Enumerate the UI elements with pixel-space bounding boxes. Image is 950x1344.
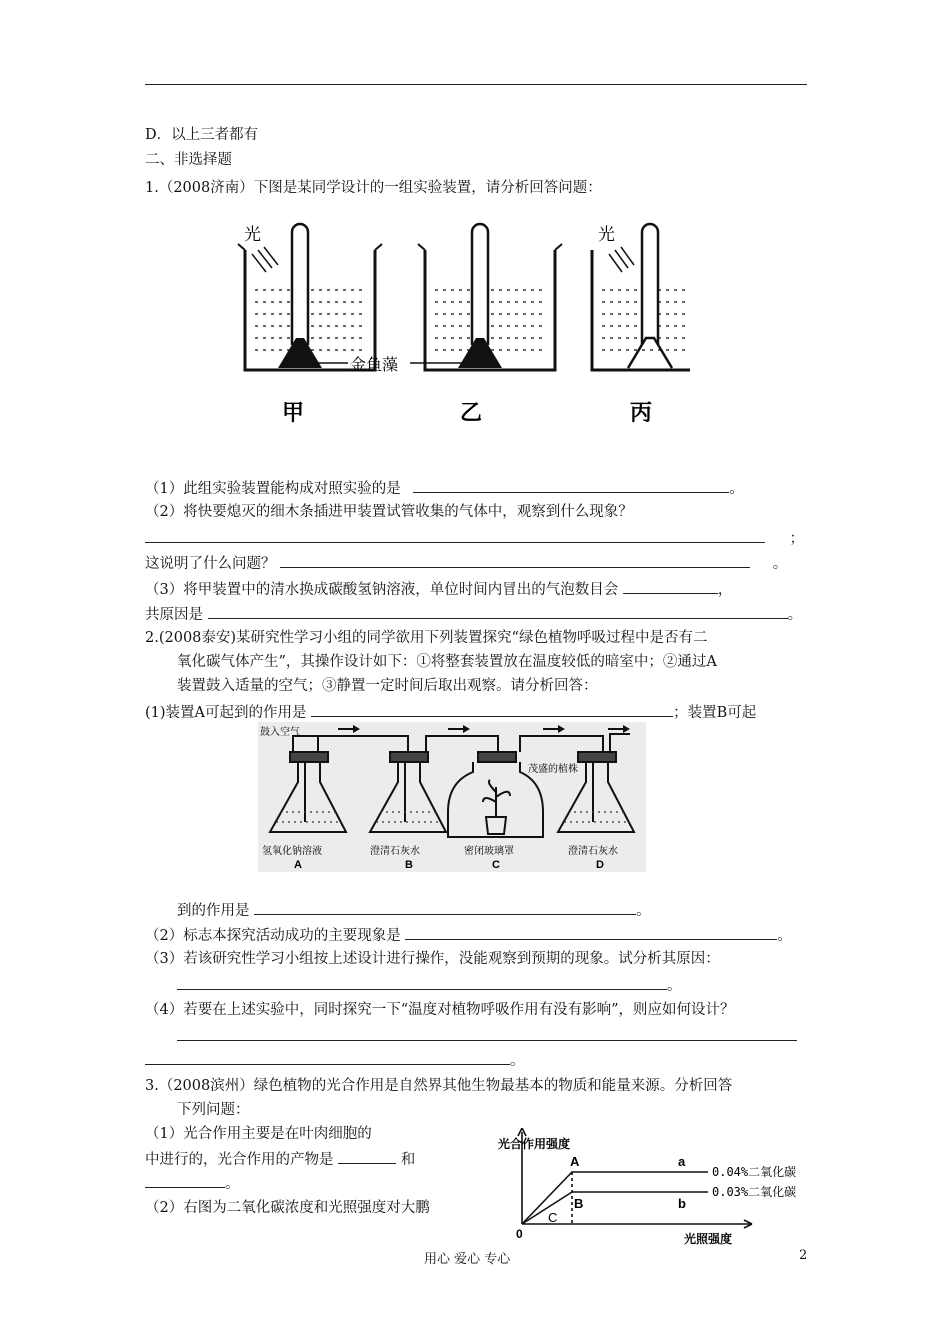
- q1-part3: [145, 578, 732, 600]
- q3-part2: （2）右图为二氧化碳浓度和光照强度对大鹏: [145, 1200, 430, 1216]
- q3-part1c-end: 。: [225, 1176, 240, 1192]
- q2-part1: [145, 701, 756, 723]
- q1-part3-blank[interactable]: [623, 578, 718, 594]
- q2-part4-blank-1[interactable]: [177, 1025, 797, 1041]
- q1-plant-label: 金鱼藻: [350, 357, 399, 374]
- q1-part3b-end: 。: [787, 607, 803, 623]
- q2-jar-c: C: [492, 859, 500, 871]
- q2-stem-2: 氧化碳气体产生”，其操作设计如下：①将整套装置放在温度较低的暗室中；②通过A: [177, 654, 717, 670]
- q3-point-c: C: [548, 1210, 558, 1225]
- q2-part3-answer: [177, 974, 682, 996]
- q1-label-yi: 乙: [460, 400, 483, 425]
- q3-chart: [490, 1128, 830, 1246]
- q1-figure: [230, 220, 690, 435]
- q2-flask-d-label: 澄清石灰水: [568, 846, 618, 857]
- q3-part1b-blank-1[interactable]: [338, 1148, 396, 1164]
- q3-part1c: [145, 1172, 240, 1194]
- q2-part1-mid: ；装置B可起: [673, 705, 757, 721]
- page-number: 2: [799, 1248, 808, 1263]
- q3-origin: 0: [516, 1227, 523, 1241]
- q1-part2b: [145, 552, 787, 574]
- q3-series-b: b: [678, 1196, 686, 1211]
- q2-plant-label: 茂盛的植株: [528, 764, 578, 775]
- q2-part1b-blank[interactable]: [254, 899, 636, 915]
- footer-center: 用心 爱心 专心: [424, 1252, 511, 1267]
- q3-line-b-label: 0.03%二氧化碳: [712, 1185, 797, 1199]
- q2-part4-blank-2[interactable]: [145, 1049, 510, 1065]
- q1-part1-end: 。: [729, 481, 744, 497]
- q1-part1: [145, 477, 744, 499]
- q1-part2b-blank[interactable]: [280, 552, 750, 568]
- q3-part1: （1）光合作用主要是在叶肉细胞的: [145, 1126, 372, 1142]
- q2-stem-3: 装置鼓入适量的空气；③静置一定时间后取出观察。请分析回答：: [177, 678, 598, 694]
- q1-part3b-text: 共原因是: [145, 607, 203, 623]
- q3-x-label: 光照强度: [684, 1232, 733, 1246]
- q2-part4: （4）若要在上述实验中，同时探究一下“温度对植物呼吸作用有没有影响”，则应如何设计？: [145, 1002, 735, 1018]
- q1-stem: 1.（2008济南）下图是某同学设计的一组实验装置，请分析回答问题：: [145, 180, 602, 196]
- q3-stem-2: 下列问题：: [177, 1102, 250, 1118]
- q1-part1-blank[interactable]: [413, 477, 729, 493]
- q2-part1b-end: 。: [636, 903, 651, 919]
- q3-part1b: [145, 1148, 415, 1170]
- q2-stem-1: 2.(2008泰安)某研究性学习小组的同学欲用下列装置探究“绿色植物呼吸过程中是否有二: [145, 630, 708, 646]
- q2-part1b: [177, 899, 651, 921]
- q3-point-a: A: [570, 1154, 580, 1169]
- q1-label-bing: 丙: [630, 400, 653, 425]
- q2-part2-blank[interactable]: [405, 924, 777, 940]
- q2-jar-c-label: 密闭玻璃罩: [464, 846, 514, 857]
- q2-part4-answer-2: [145, 1049, 525, 1071]
- q1-light-label-2: 光: [598, 225, 615, 244]
- q3-series-a: a: [678, 1154, 686, 1169]
- q2-part3-blank[interactable]: [177, 974, 667, 990]
- q1-part2-answer: [145, 527, 804, 549]
- q1-part3-text: （3）将甲装置中的清水换成碳酸氢钠溶液，单位时间内冒出的气泡数目会: [145, 582, 619, 598]
- q2-part2-text: （2）标志本探究活动成功的主要现象是: [145, 928, 401, 944]
- q3-y-label: 光合作用强度: [498, 1137, 571, 1151]
- q2-flask-b: B: [405, 859, 413, 871]
- q1-part3b-blank[interactable]: [208, 603, 788, 619]
- section-title: 二、非选择题: [145, 152, 232, 168]
- q2-flask-d: D: [596, 859, 604, 871]
- q1-part2b-text: 这说明了什么问题？: [145, 556, 276, 572]
- q1-part2: （2）将快要熄灭的细木条插进甲装置试管收集的气体中，观察到什么现象？: [145, 504, 633, 520]
- q2-part1b-text: 到的作用是: [177, 903, 250, 919]
- q2-part2: [145, 924, 792, 946]
- q3-part1b-text: 中进行的，光合作用的产物是: [145, 1152, 334, 1168]
- q1-label-jia: 甲: [282, 400, 305, 425]
- q1-part3b: [145, 603, 802, 625]
- choice-d: D．以上三者都有: [145, 127, 259, 143]
- q1-light-label-1: 光: [244, 225, 261, 244]
- q2-flask-b-label: 澄清石灰水: [370, 846, 420, 857]
- q3-point-b: B: [574, 1196, 584, 1211]
- q2-part2-end: 。: [777, 928, 792, 944]
- q2-flask-a-label: 氢氧化钠溶液: [262, 846, 322, 857]
- q3-line-a-label: 0.04%二氧化碳: [712, 1165, 797, 1179]
- q2-figure: [258, 722, 646, 872]
- q2-part4-answer-1: [177, 1025, 797, 1047]
- q1-part2-blank[interactable]: [145, 527, 765, 543]
- q2-air-label: 鼓入空气: [260, 727, 300, 738]
- q1-part3-mid: ，: [717, 582, 733, 598]
- header-rule: [145, 84, 807, 85]
- q3-stem-1: 3.（2008滨州）绿色植物的光合作用是自然界其他生物最基本的物质和能量来源。分析回答: [145, 1078, 733, 1094]
- q2-part1-blank[interactable]: [311, 701, 673, 717]
- q3-part1c-blank[interactable]: [145, 1172, 225, 1188]
- q3-part1b-mid: 和: [400, 1152, 416, 1168]
- q2-flask-a: A: [294, 859, 302, 871]
- q2-part4-end: 。: [510, 1053, 525, 1069]
- q2-part3-end: 。: [667, 978, 682, 994]
- q2-part3: （3）若该研究性学习小组按上述设计进行操作，没能观察到预期的现象。试分析其原因：: [145, 951, 720, 967]
- q1-part2b-end: 。: [772, 556, 788, 572]
- q1-part1-text: （1）此组实验装置能构成对照实验的是: [145, 481, 401, 497]
- q2-part1-text: (1)装置A可起到的作用是: [145, 705, 307, 721]
- q1-part2-end: ；: [789, 531, 805, 547]
